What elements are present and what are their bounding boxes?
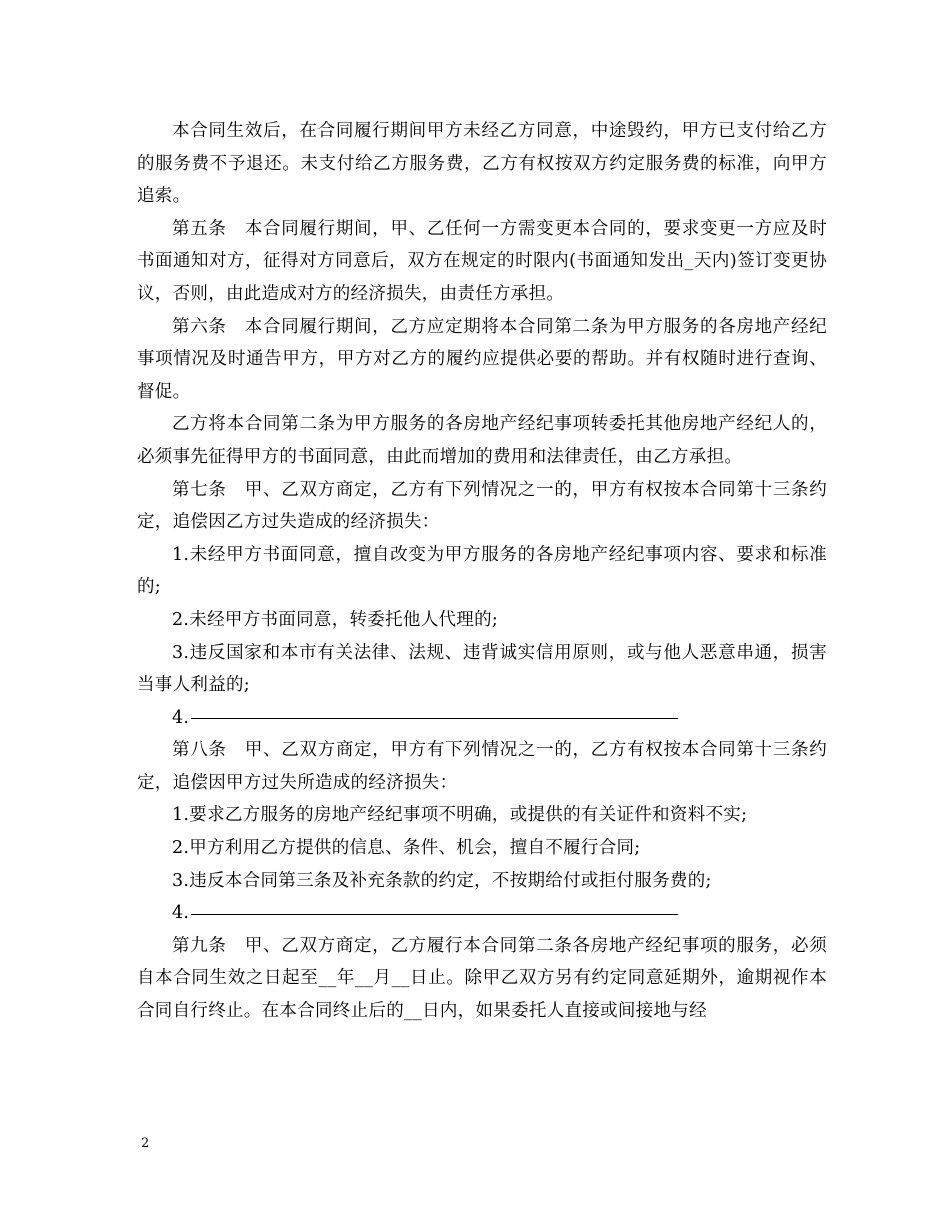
list-item-blank <box>137 702 827 735</box>
list-item: 2.甲方利用乙方提供的信息、条件、机会，擅自不履行合同; <box>172 838 641 859</box>
paragraph-article-6: 第六条 本合同履行期间，乙方应定期将本合同第二条为甲方服务的各房地产经纪事项情况及时通告甲方，甲方对乙方的履约应提供必要的帮助。并有权随时进行查询、督促。 <box>137 316 827 402</box>
list-item: 3.违反本合同第三条及补充条款的约定，不按期给付或拒付服务费的; <box>172 870 712 891</box>
page-number: 2 <box>141 1136 150 1151</box>
document-body <box>137 115 827 1028</box>
paragraph-article-9: 第九条 甲、乙双方商定，乙方履行本合同第二条各房地产经纪事项的服务，必须自本合同生效之日起至__年__月__日止。除甲乙双方另有约定同意延期外，逾期视作本合同自行终止。在本合同终止后的__日内，如果委托人直接或间接地与经 <box>137 935 827 1022</box>
fill-in-blank-line <box>191 717 678 719</box>
list-item: 3.违反国家和本市有关法律、法规、违背诚实信用原则，或与他人恶意串通，损害当事人利益的; <box>137 642 827 696</box>
list-item-blank <box>137 897 827 930</box>
paragraph-breach-refund: 本合同生效后，在合同履行期间甲方未经乙方同意，中途毁约，甲方已支付给乙方的服务费不予退还。未支付给乙方服务费，乙方有权按双方约定服务费的标准，向甲方追索。 <box>137 121 827 207</box>
list-number: 4. <box>172 903 190 924</box>
list-item: 1.未经甲方书面同意，擅自改变为甲方服务的各房地产经纪事项内容、要求和标准的; <box>137 544 827 598</box>
fill-in-blank-line <box>191 913 678 915</box>
list-item: 2.未经甲方书面同意，转委托他人代理的; <box>172 609 499 630</box>
paragraph-article-5: 第五条 本合同履行期间，甲、乙任何一方需变更本合同的，要求变更一方应及时书面通知对方，征得对方同意后，双方在规定的时限内(书面通知发出_天内)签订变更协议，否则，由此造成对方的经济损失，由责任方承担。 <box>137 218 827 304</box>
list-number: 4. <box>172 707 190 728</box>
paragraph-subcontract: 乙方将本合同第二条为甲方服务的各房地产经纪事项转委托其他房地产经纪人的，必须事先征得甲方的书面同意，由此而增加的费用和法律责任，由乙方承担。 <box>137 414 827 467</box>
paragraph-article-8: 第八条 甲、乙双方商定，甲方有下列情况之一的，乙方有权按本合同第十三条约定，追偿因甲方过失所造成的经济损失： <box>137 740 827 793</box>
list-item: 1.要求乙方服务的房地产经纪事项不明确，或提供的有关证件和资料不实; <box>172 805 748 826</box>
paragraph-article-7: 第七条 甲、乙双方商定，乙方有下列情况之一的，甲方有权按本合同第十三条约定，追偿因乙方过失造成的经济损失： <box>137 479 827 533</box>
